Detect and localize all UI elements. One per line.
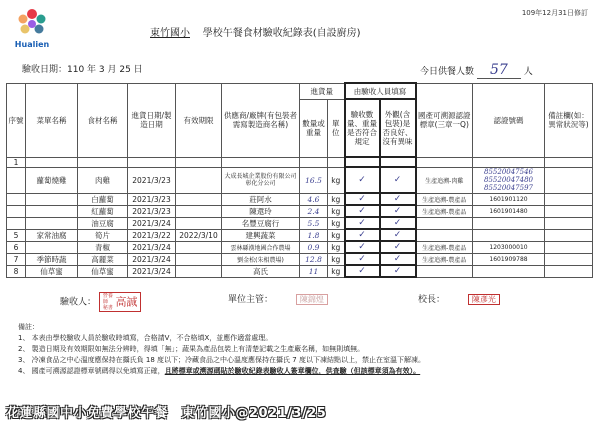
check-icon: ✓ bbox=[345, 241, 380, 253]
table-row: 5 家常油腐 筍片 2021/3/22 2022/3/10 建興蔬菜 1.8 kg ✓ ✓ bbox=[7, 229, 593, 241]
unit-head-stamp: 陳錦煌 bbox=[296, 294, 328, 305]
check-icon: ✓ bbox=[345, 253, 380, 265]
check-icon: ✓ bbox=[380, 241, 416, 253]
revision-note: 109年12月31日修訂 bbox=[521, 9, 588, 17]
header-supplier: 供應商/廠牌(有包裝者需寫製造商名稱) bbox=[222, 83, 300, 157]
note-item: 2、 製造日期及有效期限如無法分辨時，得填「無」；蔬果為產品包裝上有清楚記載之生產廠名稱，如無則填無。 bbox=[18, 345, 365, 353]
principal-signature: 校長： 陳彥光 bbox=[418, 292, 500, 305]
principal-stamp: 陳彥光 bbox=[468, 294, 500, 305]
check-icon: ✓ bbox=[380, 193, 416, 205]
header-date: 進貨日期/製造日期 bbox=[128, 83, 176, 157]
note-item: 1、 本表由學校驗收人員於驗收時填寫，合格請V，不合格填X，並應作適當處理。 bbox=[18, 334, 273, 342]
school-name: 東竹國小 bbox=[150, 28, 190, 39]
table-row: 8 仙草蜜 仙草蜜 2021/3/24 高氏 11 kg ✓ ✓ bbox=[7, 265, 593, 277]
check-icon: ✓ bbox=[380, 217, 416, 229]
check-icon: ✓ bbox=[380, 265, 416, 277]
table-row: 白蘿蔔 2021/3/23 莊阿水 4.6 kg ✓ ✓ 生產追溯-農產品 1601901120 bbox=[7, 193, 593, 205]
header-seq: 序號 bbox=[7, 83, 26, 157]
supply-count: 今日供餐人數 57 人 bbox=[420, 62, 533, 78]
check-icon: ✓ bbox=[345, 167, 380, 193]
check-icon: ✓ bbox=[345, 265, 380, 277]
unit-head-signature: 單位主管： 陳錦煌 bbox=[228, 292, 328, 305]
form-name: 學校午餐食材驗收紀錄表(自設廚房) bbox=[202, 28, 361, 39]
header-qty: 數量或重量 bbox=[300, 99, 328, 157]
logo-text: Hualien bbox=[14, 40, 50, 49]
dish-cell: 蘿蔔燒雞 bbox=[26, 167, 78, 193]
check-icon: ✓ bbox=[380, 205, 416, 217]
table-row: 蘿蔔燒雞 肉雞 2021/3/23 大成長城企業股份有限公司彰化分公司 16.5 kg ✓ ✓ 生產追溯-肉雞 85520047546 85520047480 85520047597 bbox=[7, 167, 593, 193]
note-item: 3、 冷凍食品之中心溫度應保持在攝氏負 18 度以下；冷藏食品之中心溫度應保持在攝氏 7 度以下凍結點以上，禁止在室溫下解凍。 bbox=[18, 356, 425, 364]
check-icon: ✓ bbox=[345, 229, 380, 241]
notes-title: 備註： bbox=[18, 323, 39, 331]
check-icon: ✓ bbox=[380, 229, 416, 241]
notes-section bbox=[18, 322, 588, 377]
header-unit: 單位 bbox=[328, 99, 345, 157]
inspection-table bbox=[6, 82, 593, 278]
table-row: 油豆腐 2021/3/24 名豐豆腐行 5.5 kg ✓ ✓ bbox=[7, 217, 593, 229]
check-icon: ✓ bbox=[380, 253, 416, 265]
photo-caption: 花蓮縣國中小免費學校午餐 東竹國小@2021/3/25 bbox=[6, 406, 327, 421]
header-dish: 菜單名稱 bbox=[26, 83, 78, 157]
supply-count-value: 57 bbox=[477, 62, 521, 79]
header-recv-quality: 外觀(含包裝)是否良好、沒有異味 bbox=[380, 99, 416, 157]
table-row: 6 青椒 2021/3/24 雲林縣漢地國合作農場 0.9 kg ✓ ✓ 生產追溯-農產品 1203000010 bbox=[7, 241, 593, 253]
header-recv-qty: 驗收數量、重量是否符合規定 bbox=[345, 99, 380, 157]
check-icon: ✓ bbox=[345, 193, 380, 205]
header-recv: 由驗收人員填寫 bbox=[345, 83, 416, 99]
header-cert: 認證號碼 bbox=[473, 83, 545, 157]
inspector-signature: 驗收人： 營養師 秘書 高誠 bbox=[60, 292, 141, 312]
header-origin: 國產可溯源認證標章(三章一Q) bbox=[416, 83, 473, 157]
table-row: 1 bbox=[7, 157, 593, 167]
check-icon: ✓ bbox=[345, 205, 380, 217]
inspector-stamp: 營養師 秘書 高誠 bbox=[99, 292, 142, 312]
note-item: 4、 國產可溯源認證標章號碼得以免填寫正確，且將標章或溯源碼貼於驗收紀錄表驗收人簽章欄位，供查驗（但該標章須為有效）。 bbox=[18, 367, 421, 375]
inspection-date: 驗收日期：110 年 3 月 25 日 bbox=[22, 65, 143, 75]
table-row: 7 季節時蔬 高麗菜 2021/3/24 劉金松(朱相農場) 12.8 kg ✓ ✓ 生產追溯-農產品 1601909788 bbox=[7, 253, 593, 265]
header-ingredient: 食材名稱 bbox=[78, 83, 128, 157]
header-expiry: 有效期限 bbox=[176, 83, 222, 157]
table-row: 紅蘿蔔 2021/3/23 陳還玲 2.4 kg ✓ ✓ 生產追溯-農產品 1601901480 bbox=[7, 205, 593, 217]
header-purchase: 進貨量 bbox=[300, 83, 345, 99]
check-icon: ✓ bbox=[380, 167, 416, 193]
header-remark: 備註欄(如：異常狀況等) bbox=[545, 83, 593, 157]
check-icon: ✓ bbox=[345, 217, 380, 229]
form-title bbox=[150, 24, 361, 39]
